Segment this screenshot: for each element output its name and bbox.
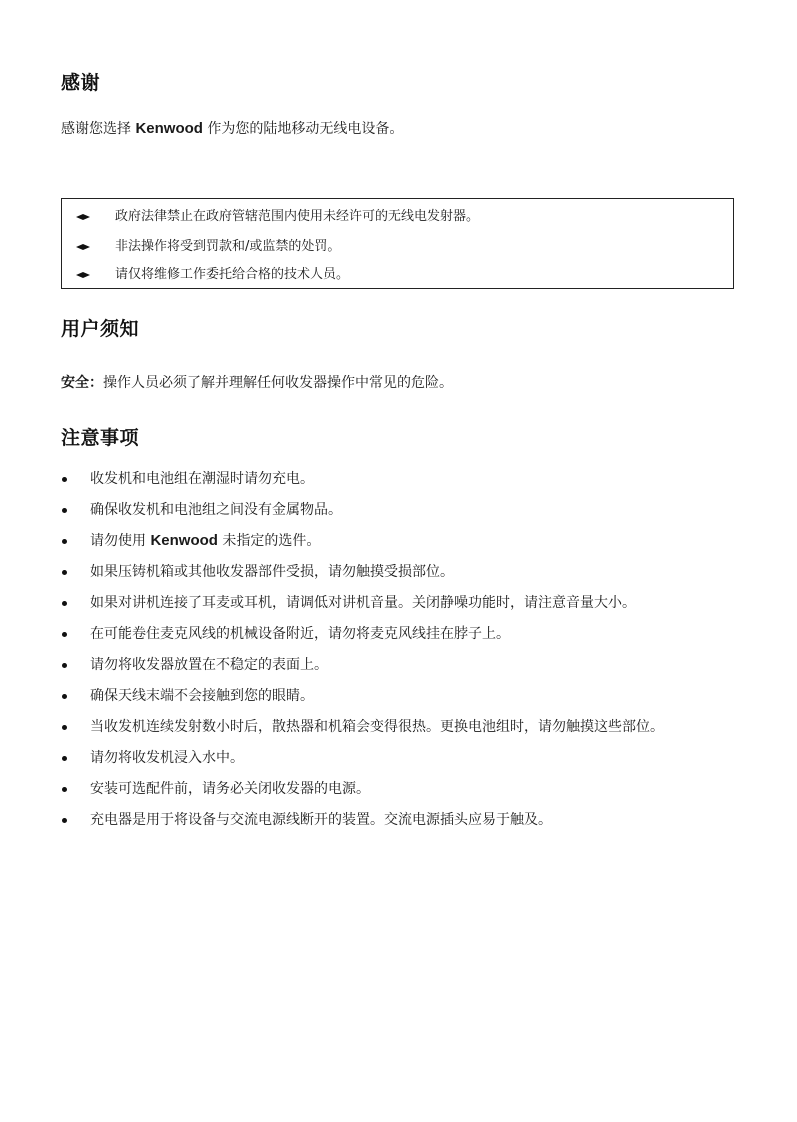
double-arrow-bullet-icon	[76, 244, 83, 250]
bullet-dot-icon	[62, 632, 67, 637]
bullet-dot-icon	[62, 663, 67, 668]
caution-item-text: 在可能卷住麦克风线的机械设备附近，请勿将麦克风线挂在脖子上。	[90, 626, 510, 642]
cautions-heading: 注意事项	[61, 427, 140, 449]
thanks-paragraph	[61, 119, 403, 139]
caution-item-text: 如果对讲机连接了耳麦或耳机，请调低对讲机音量。关闭静噪功能时，请注意音量大小。	[90, 595, 636, 611]
safety-label: 安全：	[61, 375, 103, 391]
bullet-dot-icon	[62, 601, 67, 606]
double-arrow-bullet-icon	[76, 272, 83, 278]
brand-name: Kenwood	[150, 532, 218, 549]
caution-item-text: 安装可选配件前，请务必关闭收发器的电源。	[90, 781, 370, 797]
double-arrow-bullet-icon	[76, 214, 83, 220]
legal-warning-box	[61, 198, 734, 289]
bullet-dot-icon	[62, 694, 67, 699]
caution-item-text-before: 请勿使用	[90, 533, 151, 549]
caution-item-text: 确保收发机和电池组之间没有金属物品。	[90, 502, 342, 518]
caution-item-text	[90, 531, 320, 551]
bullet-dot-icon	[62, 570, 67, 575]
warning-item-text: 政府法律禁止在政府管辖范围内使用未经许可的无线电发射器。	[115, 209, 480, 224]
bullet-dot-icon	[62, 539, 67, 544]
brand-name: Kenwood	[135, 120, 203, 137]
user-notice-heading: 用户须知	[61, 318, 140, 340]
caution-item-text: 充电器是用于将设备与交流电源线断开的装置。交流电源插头应易于触及。	[90, 812, 552, 828]
warning-item-text: 请仅将维修工作委托给合格的技术人员。	[115, 267, 350, 282]
warning-item-text: 非法操作将受到罚款和/或监禁的处罚。	[115, 239, 341, 254]
bullet-dot-icon	[62, 818, 67, 823]
safety-paragraph	[61, 373, 453, 393]
bullet-dot-icon	[62, 477, 67, 482]
thanks-heading: 感谢	[61, 72, 101, 94]
caution-item-text: 请勿将收发机浸入水中。	[90, 750, 244, 766]
thanks-text-after: 作为您的陆地移动无线电设备。	[202, 121, 404, 137]
bullet-dot-icon	[62, 756, 67, 761]
thanks-text-before: 感谢您选择	[61, 121, 136, 137]
caution-item-text: 确保天线末端不会接触到您的眼睛。	[90, 688, 314, 704]
caution-item-text: 请勿将收发器放置在不稳定的表面上。	[90, 657, 328, 673]
bullet-dot-icon	[62, 787, 67, 792]
safety-text: 操作人员必须了解并理解任何收发器操作中常见的危险。	[103, 375, 453, 391]
bullet-dot-icon	[62, 508, 67, 513]
bullet-dot-icon	[62, 725, 67, 730]
caution-item-text-after: 未指定的选件。	[217, 533, 321, 549]
caution-item-text: 收发机和电池组在潮湿时请勿充电。	[90, 471, 314, 487]
caution-item-text: 当收发机连续发射数小时后，散热器和机箱会变得很热。更换电池组时，请勿触摸这些部位。	[90, 719, 664, 735]
caution-item-text: 如果压铸机箱或其他收发器部件受损，请勿触摸受损部位。	[90, 564, 454, 580]
